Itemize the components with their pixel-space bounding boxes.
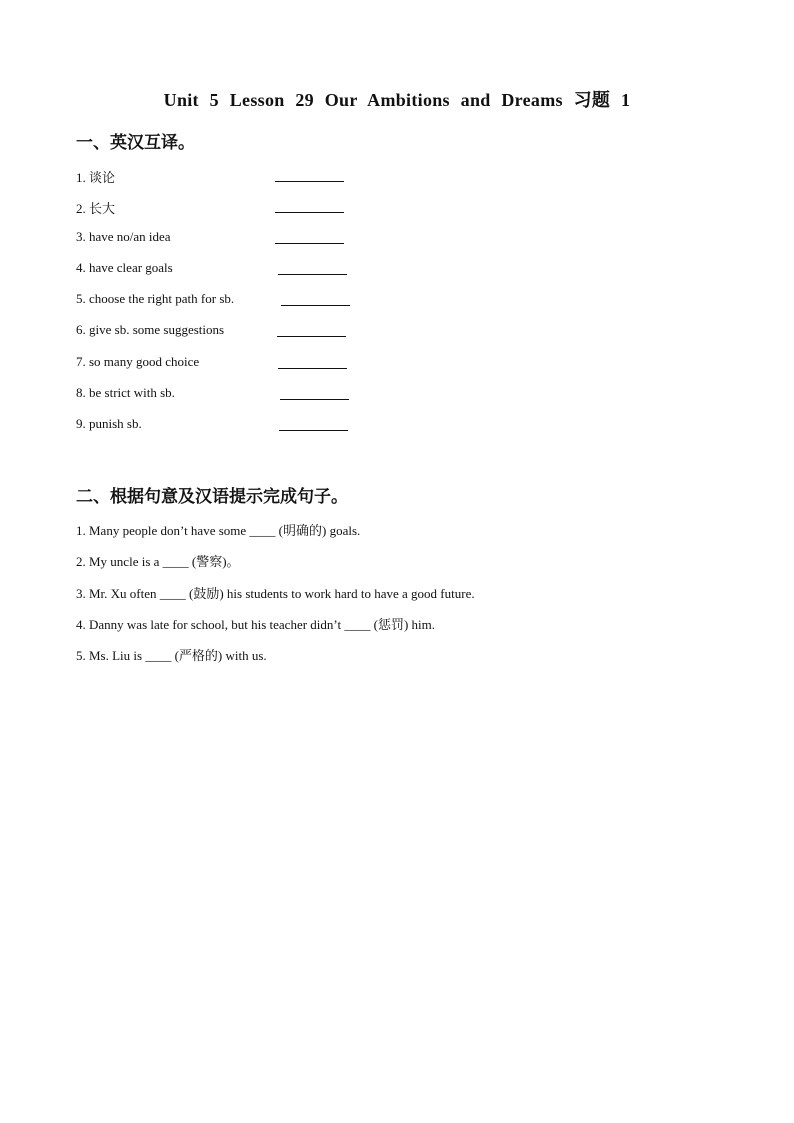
list-item: 8. be strict with sb. — [76, 385, 175, 400]
list-item: 5. choose the right path for sb. — [76, 291, 235, 306]
section-2-heading: 二、根据句意及汉语提示完成句子。 — [76, 487, 348, 506]
list-item: 3. Mr. Xu often ____ (鼓励) his students to work hard to have a good future. — [76, 586, 475, 601]
answer-blank — [278, 274, 347, 275]
list-item: 2. 长大 — [76, 201, 116, 216]
answer-blank — [278, 368, 347, 369]
section-1-heading: 一、英汉互译。 — [76, 133, 195, 152]
answer-blank — [277, 336, 346, 337]
list-item: 1. 谈论 — [76, 170, 116, 185]
document-title: Unit 5 Lesson 29 Our Ambitions and Dreams 习题 1 — [163, 90, 631, 110]
list-item: 3. have no/an idea — [76, 229, 171, 244]
answer-blank — [280, 399, 349, 400]
list-item: 5. Ms. Liu is ____ (严格的) with us. — [76, 648, 267, 663]
list-item: 2. My uncle is a ____ (警察)。 — [76, 554, 240, 569]
answer-blank — [275, 243, 344, 244]
list-item: 9. punish sb. — [76, 416, 142, 431]
list-item: 7. so many good choice — [76, 354, 200, 369]
list-item: 1. Many people don’t have some ____ (明确的) goals. — [76, 523, 361, 538]
answer-blank — [275, 212, 344, 213]
answer-blank — [281, 305, 350, 306]
list-item: 4. Danny was late for school, but his teacher didn’t ____ (惩罚) him. — [76, 617, 435, 632]
list-item: 4. have clear goals — [76, 260, 173, 275]
list-item: 6. give sb. some suggestions — [76, 322, 225, 337]
answer-blank — [279, 430, 348, 431]
answer-blank — [275, 181, 344, 182]
